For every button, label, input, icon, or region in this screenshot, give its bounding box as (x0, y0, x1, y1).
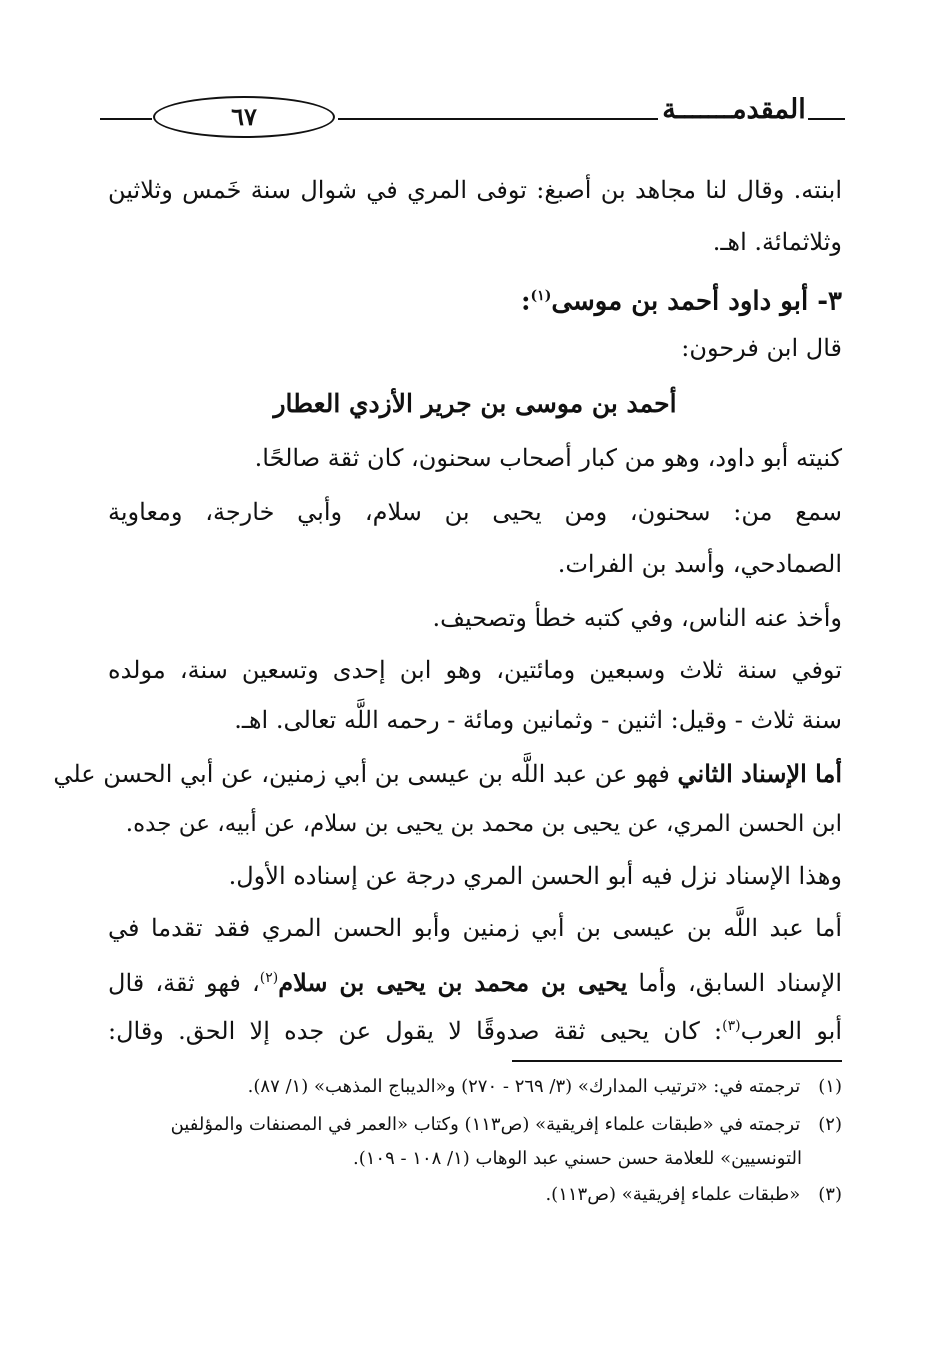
footnote-number: (٢) (818, 1114, 842, 1135)
text-line-2: وثلاثمائة. اهـ. (712, 228, 842, 256)
footnote-number: (١) (818, 1076, 842, 1097)
text-line-17 (108, 1006, 842, 1051)
text-line-17-start: أبو العرب (740, 1017, 842, 1045)
text-line-16-start: الإسناد السابق، وأما (627, 969, 842, 997)
bold-phrase-second-isnad: أما الإسناد الثاني (677, 759, 842, 788)
bold-name-yahya: يحيى بن محمد بن يحيى بن سلام (278, 968, 628, 997)
text-line-9: وأخذ عنه الناس، وفي كتبه خطأ وتصحيف. (432, 604, 842, 632)
text-line-7: سمع من: سحنون، ومن يحيى بن سلام، وأبي خارجة، ومعاوية (108, 498, 842, 526)
page-number: ٦٧ (153, 96, 335, 138)
footnote-text: ترجمته في: «ترتيب المدارك» (٣/ ٢٦٩ - ٢٧٠) و«الديباج المذهب» (١/ ٨٧). (247, 1076, 801, 1097)
footnote-3 (545, 1180, 842, 1210)
text-line-10: توفي سنة ثلاث وسبعين ومائتين، وهو ابن إحدى وتسعين سنة، مولده (108, 656, 842, 684)
text-line-11: سنة ثلاث - وقيل: اثنين - وثمانين ومائة - رحمه اللَّه تعالى. اهـ. (234, 706, 842, 734)
entry-heading-colon: : (520, 286, 531, 317)
biography-title: أحمد بن موسى بن جرير الأزدي العطار (273, 389, 677, 418)
text-line-15: أما عبد اللَّه بن عيسى بن أبي زمنين وأبو الحسن المري فقد تقدما في (108, 914, 842, 942)
running-title: المقدمـــــــة (662, 94, 806, 125)
text-line-16 (108, 958, 842, 1003)
text-line-4: قال ابن فرحون: (681, 334, 842, 362)
text-line-6: كنيته أبو داود، وهو من كبار أصحاب سحنون، كان ثقة صالحًا. (254, 444, 842, 472)
text-line-16-end: ، فهو ثقة، قال (108, 969, 260, 997)
footnote-2-continued (353, 1144, 802, 1174)
footnote-ref-3[interactable]: (٣) (722, 1018, 741, 1034)
footnote-ref-2[interactable]: (٢) (259, 970, 279, 986)
footnote-text: «طبقات علماء إفريقية» (ص١١٣). (545, 1184, 801, 1205)
text-line-13: ابن الحسن المري، عن يحيى بن محمد بن يحيى بن سلام، عن أبيه، عن جده. (125, 811, 842, 837)
header-rule-right (808, 118, 845, 120)
page-header (100, 92, 845, 142)
text-line-8: الصمادحي، وأسد بن الفرات. (557, 550, 842, 578)
entry-heading (521, 276, 842, 322)
footnote-separator (512, 1060, 842, 1062)
footnote-text: ترجمته في «طبقات علماء إفريقية» (ص١١٣) وكتاب «العمر في المصنفات والمؤلفين (170, 1114, 801, 1135)
text-line-17-end: : كان يحيى ثقة صدوقًا لا يقول عن جده إلا الحق. وقال: (108, 1017, 723, 1045)
text-line-1: ابنته. وقال لنا مجاهد بن أصبغ: توفى المري في شوال سنة خَمس وثلاثين (108, 176, 842, 204)
text-line-14: وهذا الإسناد نزل فيه أبو الحسن المري درجة عن إسناده الأول. (228, 862, 842, 890)
header-rule-middle (338, 118, 658, 120)
footnote-number: (٣) (818, 1184, 842, 1205)
footnote-2 (171, 1110, 842, 1140)
footnote-text: التونسيين» للعلامة حسن حسني عبد الوهاب (١/ ١٠٨ - ١٠٩). (353, 1148, 802, 1169)
header-rule-left (100, 118, 152, 120)
footnote-1 (248, 1072, 842, 1102)
footnote-ref-1[interactable]: (١) (530, 288, 552, 304)
text-line-12 (53, 754, 842, 794)
entry-heading-text: ٣- أبو داود أحمد بن موسى (551, 286, 842, 317)
text-line-12-rest: فهو عن عبد اللَّه بن عيسى بن أبي زمنين، عن أبي الحسن علي (53, 760, 678, 788)
